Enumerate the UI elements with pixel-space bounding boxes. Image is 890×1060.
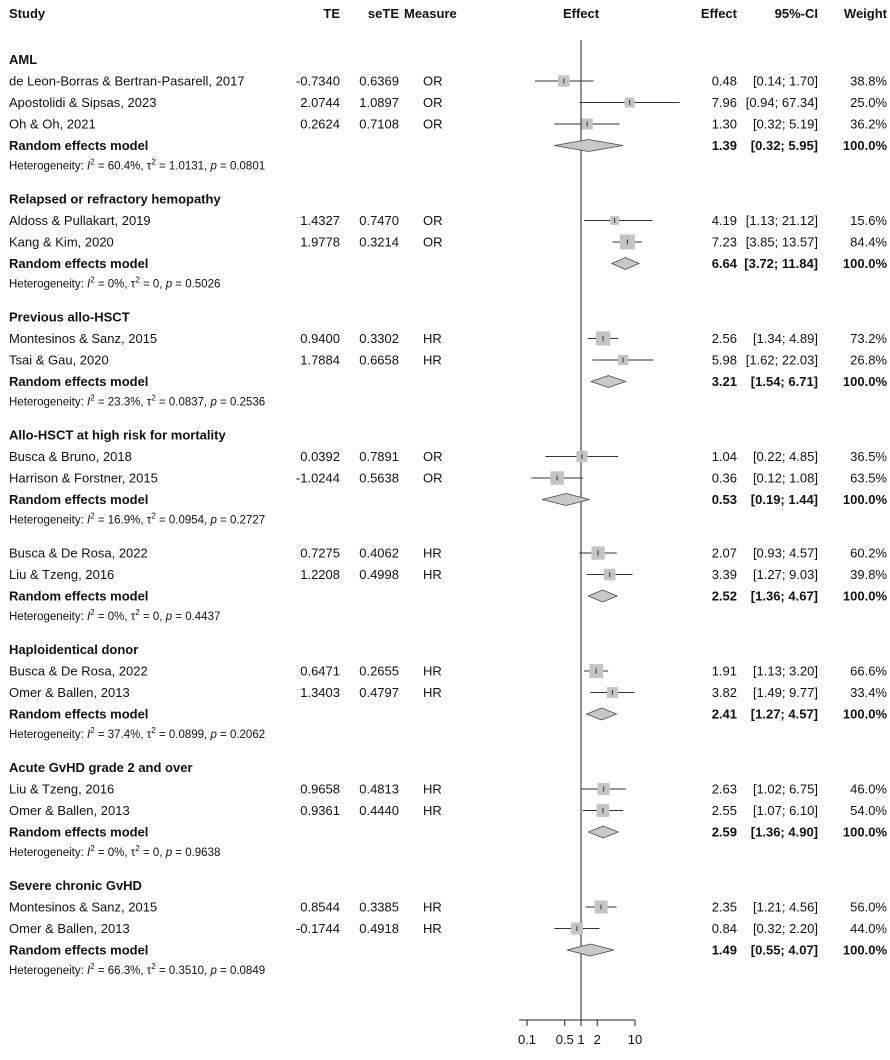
model-label: Random effects model — [9, 942, 149, 958]
model-label: Random effects model — [9, 374, 149, 389]
study-name: Omer & Ballen, 2013 — [9, 921, 130, 936]
study-te: 0.6471 — [300, 663, 340, 679]
model-ci: [0.19; 1.44] — [750, 492, 818, 507]
study-te: -0.1744 — [295, 921, 340, 936]
tau-symbol: τ — [146, 729, 152, 741]
model-ci: [1.36; 4.90] — [750, 824, 818, 840]
model-label: Random effects model — [9, 588, 149, 604]
tau-superscript: 2 — [151, 726, 156, 735]
study-ci: [1.27; 9.03] — [752, 567, 818, 582]
heterogeneity-prefix: Heterogeneity: — [9, 847, 87, 859]
summary-diamond — [587, 708, 617, 720]
model-effect: 3.21 — [711, 374, 737, 389]
subgroup-4 — [9, 546, 887, 624]
subgroup-1 — [9, 192, 887, 291]
model-effect: 1.39 — [711, 138, 737, 153]
tau-superscript: 2 — [135, 844, 140, 853]
study-sete: 0.6658 — [359, 352, 399, 368]
study-te: 0.7275 — [300, 545, 340, 561]
p-symbol: p — [210, 965, 217, 977]
study-effect: 7.96 — [711, 95, 737, 110]
p-value: = 0.4437 — [172, 611, 221, 623]
study-te: 0.2624 — [300, 116, 340, 132]
i2-symbol: I — [87, 278, 91, 291]
subgroup-7 — [9, 878, 887, 977]
i2-value: = 0%, — [94, 611, 131, 623]
study-sete: 0.6369 — [359, 73, 399, 89]
subgroup-title: AML — [9, 52, 38, 67]
p-value: = 0.0801 — [216, 160, 266, 173]
study-name: Harrison & Forstner, 2015 — [9, 470, 158, 486]
tau2-value: = 0, — [139, 847, 166, 859]
study-ci: [1.62; 22.03] — [745, 352, 818, 368]
header-measure: Measure — [404, 6, 457, 21]
study-ci: [1.21; 4.56] — [752, 899, 818, 915]
model-weight: 100.0% — [842, 138, 887, 153]
study-weight: 46.0% — [850, 781, 887, 797]
study-effect: 0.48 — [711, 73, 737, 89]
tau2-value: = 0.0899, — [155, 729, 211, 741]
subgroup-2 — [9, 310, 887, 409]
study-effect: 3.39 — [711, 567, 737, 582]
p-symbol: p — [210, 514, 217, 527]
tau-symbol: τ — [146, 514, 152, 527]
study-measure: OR — [423, 470, 443, 486]
model-weight: 100.0% — [842, 706, 887, 722]
model-ci: [1.27; 4.57] — [750, 706, 818, 722]
study-sete: 0.3385 — [359, 899, 399, 915]
study-sete: 0.4998 — [359, 567, 399, 582]
study-effect: 3.82 — [711, 685, 737, 700]
study-row — [9, 117, 887, 132]
study-ci: [1.34; 4.89] — [752, 331, 818, 346]
study-name: Busca & De Rosa, 2022 — [9, 663, 148, 679]
model-label: Random effects model — [9, 492, 149, 507]
tau2-value: = 0.0837, — [155, 396, 211, 409]
model-row — [9, 943, 887, 958]
study-effect: 0.84 — [711, 921, 737, 936]
study-weight: 36.5% — [850, 449, 887, 464]
model-effect: 1.49 — [711, 942, 737, 958]
p-symbol: p — [210, 729, 217, 741]
study-name: Montesinos & Sanz, 2015 — [9, 899, 158, 915]
subgroup-title: Acute GvHD grade 2 and over — [9, 760, 193, 775]
model-weight: 100.0% — [842, 942, 887, 958]
study-ci: [0.93; 4.57] — [752, 545, 818, 561]
i2-superscript: 2 — [90, 608, 95, 617]
study-name: Omer & Ballen, 2013 — [9, 803, 130, 818]
summary-diamond — [591, 376, 626, 388]
i2-symbol: I — [87, 611, 91, 623]
i2-superscript: 2 — [90, 844, 95, 853]
heterogeneity-line — [9, 512, 265, 527]
tau-symbol: τ — [146, 396, 152, 409]
summary-diamond — [588, 826, 618, 838]
i2-superscript: 2 — [90, 726, 95, 735]
study-effect: 2.07 — [711, 545, 737, 561]
heterogeneity-line — [9, 844, 220, 859]
summary-diamond — [542, 494, 589, 506]
study-te: 2.0744 — [300, 95, 340, 110]
axis-tick-label: 0.5 — [555, 1032, 574, 1047]
study-row — [9, 95, 887, 110]
summary-diamond — [567, 944, 614, 956]
model-effect: 6.64 — [711, 256, 737, 271]
tau-superscript: 2 — [135, 275, 140, 285]
heterogeneity-prefix: Heterogeneity: — [9, 729, 87, 741]
study-weight: 15.6% — [850, 213, 887, 228]
study-te: 1.2208 — [300, 567, 340, 582]
study-ci: [1.07; 6.10] — [752, 803, 818, 818]
study-sete: 0.4918 — [359, 921, 399, 936]
tau2-value: = 0, — [139, 278, 166, 291]
study-sete: 0.7891 — [359, 449, 399, 464]
subgroup-title: Severe chronic GvHD — [9, 878, 142, 893]
i2-superscript: 2 — [90, 275, 95, 285]
model-weight: 100.0% — [842, 824, 887, 840]
heterogeneity-prefix: Heterogeneity: — [9, 160, 87, 173]
i2-symbol: I — [87, 729, 91, 741]
study-measure: HR — [423, 899, 442, 915]
summary-diamond — [588, 590, 617, 602]
study-ci: [0.12; 1.08] — [752, 470, 818, 486]
study-name: Montesinos & Sanz, 2015 — [9, 331, 158, 346]
study-row — [9, 353, 887, 368]
study-sete: 0.5638 — [359, 470, 399, 486]
study-te: 1.3403 — [300, 685, 340, 700]
heterogeneity-line — [9, 726, 265, 741]
heterogeneity-prefix: Heterogeneity: — [9, 278, 87, 291]
subgroup-6 — [9, 760, 887, 859]
p-value: = 0.2536 — [216, 396, 266, 409]
tau-superscript: 2 — [151, 157, 156, 167]
tau2-value: = 1.0131, — [155, 160, 211, 173]
study-measure: OR — [423, 116, 443, 132]
study-name: Busca & De Rosa, 2022 — [9, 545, 148, 561]
p-symbol: p — [165, 611, 173, 623]
axis-tick-label: 2 — [593, 1032, 601, 1047]
study-te: 0.8544 — [300, 899, 340, 915]
i2-symbol: I — [87, 160, 91, 173]
study-name: Kang & Kim, 2020 — [9, 234, 114, 250]
study-sete: 0.4440 — [359, 803, 399, 818]
heterogeneity-prefix: Heterogeneity: — [9, 514, 87, 527]
header-ci: 95%-CI — [774, 6, 818, 21]
study-row — [9, 803, 887, 818]
study-name: Busca & Bruno, 2018 — [9, 449, 132, 464]
study-measure: HR — [423, 352, 442, 368]
study-ci: [0.14; 1.70] — [752, 73, 818, 89]
model-ci: [0.32; 5.95] — [750, 138, 818, 153]
heterogeneity-line — [9, 608, 220, 623]
i2-superscript: 2 — [90, 511, 95, 521]
i2-value: = 16.9%, — [94, 514, 147, 527]
study-row — [9, 331, 887, 346]
i2-value: = 66.3%, — [94, 965, 147, 977]
study-sete: 0.2655 — [359, 663, 399, 679]
study-measure: HR — [423, 803, 442, 818]
subgroup-3 — [9, 428, 887, 527]
model-weight: 100.0% — [842, 492, 887, 507]
study-name: de Leon-Borras & Bertran-Pasarell, 2017 — [9, 73, 245, 89]
header-weight: Weight — [843, 6, 887, 21]
tau-symbol: τ — [130, 611, 136, 623]
i2-symbol: I — [87, 965, 91, 977]
model-label: Random effects model — [9, 824, 149, 840]
study-sete: 0.3214 — [359, 234, 399, 250]
study-te: 1.9778 — [300, 234, 340, 250]
i2-symbol: I — [87, 847, 91, 859]
study-measure: OR — [423, 73, 443, 89]
study-row — [9, 471, 887, 486]
study-row — [9, 900, 887, 915]
study-weight: 73.2% — [850, 331, 887, 346]
study-te: -0.7340 — [295, 73, 340, 89]
summary-diamond — [554, 140, 623, 152]
p-symbol: p — [165, 847, 173, 859]
study-effect: 5.98 — [711, 352, 737, 368]
study-name: Omer & Ballen, 2013 — [9, 685, 130, 700]
study-te: 0.0392 — [300, 449, 340, 464]
model-row — [9, 256, 887, 271]
p-symbol: p — [210, 396, 217, 409]
heterogeneity-line — [9, 394, 265, 409]
study-ci: [3.85; 13.57] — [745, 234, 818, 250]
subgroup-0 — [9, 52, 887, 173]
model-row — [9, 589, 887, 604]
model-effect: 0.53 — [711, 492, 737, 507]
axis-tick-label: 10 — [627, 1032, 643, 1047]
study-row — [9, 74, 887, 89]
tau2-value: = 0, — [139, 611, 166, 623]
study-weight: 84.4% — [850, 234, 887, 250]
study-row — [9, 234, 887, 249]
study-row — [9, 782, 887, 797]
study-name: Liu & Tzeng, 2016 — [9, 567, 115, 582]
study-weight: 38.8% — [850, 73, 887, 89]
study-row — [9, 921, 887, 936]
model-weight: 100.0% — [842, 256, 887, 271]
study-name: Tsai & Gau, 2020 — [9, 352, 109, 368]
study-sete: 0.4813 — [359, 781, 399, 797]
study-weight: 66.6% — [850, 663, 887, 679]
p-symbol: p — [165, 278, 173, 291]
study-te: 0.9361 — [300, 803, 340, 818]
study-ci: [0.22; 4.85] — [752, 449, 818, 464]
i2-superscript: 2 — [90, 393, 95, 403]
study-te: 1.4327 — [300, 213, 340, 228]
model-label: Random effects model — [9, 706, 149, 722]
p-value: = 0.0849 — [216, 965, 266, 977]
study-row — [9, 685, 887, 700]
heterogeneity-prefix: Heterogeneity: — [9, 611, 87, 623]
i2-value: = 60.4%, — [94, 160, 147, 173]
study-sete: 1.0897 — [359, 95, 399, 110]
study-te: 0.9400 — [300, 331, 340, 346]
study-weight: 36.2% — [850, 116, 887, 132]
study-sete: 0.7470 — [359, 213, 399, 228]
study-effect: 2.56 — [711, 331, 737, 346]
tau2-value: = 0.0954, — [155, 514, 211, 527]
model-row — [9, 707, 887, 722]
study-weight: 26.8% — [850, 352, 887, 368]
study-effect: 1.30 — [711, 116, 737, 132]
study-sete: 0.7108 — [359, 116, 399, 132]
axis-tick-label: 0.1 — [517, 1032, 537, 1047]
model-row — [9, 374, 887, 389]
model-ci: [1.54; 6.71] — [750, 374, 818, 389]
study-measure: OR — [423, 234, 443, 250]
study-name: Oh & Oh, 2021 — [9, 116, 96, 132]
i2-superscript: 2 — [90, 157, 95, 167]
model-ci: [3.72; 11.84] — [744, 256, 818, 271]
study-effect: 7.23 — [711, 234, 737, 250]
header-study: Study — [9, 6, 46, 21]
model-effect: 2.41 — [711, 706, 737, 722]
tau-superscript: 2 — [151, 393, 156, 403]
study-measure: HR — [423, 663, 442, 679]
study-name: Apostolidi & Sipsas, 2023 — [9, 95, 157, 110]
study-effect: 2.35 — [711, 899, 737, 915]
tau-symbol: τ — [130, 278, 136, 291]
study-row — [9, 449, 887, 464]
header-sete: seTE — [367, 6, 399, 21]
study-weight: 44.0% — [850, 921, 887, 936]
study-ci: [0.94; 67.34] — [745, 95, 818, 110]
study-ci: [1.49; 9.77] — [752, 685, 818, 700]
p-value: = 0.9638 — [172, 847, 221, 859]
study-measure: HR — [423, 567, 442, 582]
header-effect-plot: Effect — [562, 6, 600, 21]
study-weight: 39.8% — [850, 567, 887, 582]
tau-symbol: τ — [146, 965, 152, 977]
study-name: Liu & Tzeng, 2016 — [9, 781, 115, 797]
header-te: TE — [323, 6, 340, 21]
i2-value: = 23.3%, — [94, 396, 147, 409]
model-ci: [1.36; 4.67] — [750, 588, 818, 604]
study-ci: [1.13; 21.12] — [745, 213, 818, 228]
study-measure: OR — [423, 95, 443, 110]
subgroup-title: Allo-HSCT at high risk for mortality — [9, 427, 226, 443]
study-effect: 0.36 — [711, 470, 737, 486]
i2-value: = 37.4%, — [94, 729, 147, 741]
summary-diamond — [612, 258, 639, 270]
study-sete: 0.3302 — [359, 331, 399, 346]
study-measure: HR — [423, 331, 442, 346]
study-measure: OR — [423, 213, 443, 228]
model-ci: [0.55; 4.07] — [750, 942, 818, 958]
study-row — [9, 213, 887, 228]
subgroup-title: Relapsed or refractory hemopathy — [9, 191, 221, 207]
model-label: Random effects model — [9, 138, 149, 153]
study-te: -1.0244 — [295, 470, 340, 486]
model-weight: 100.0% — [842, 588, 887, 604]
study-row — [9, 567, 887, 582]
study-ci: [1.13; 3.20] — [752, 663, 818, 679]
study-weight: 56.0% — [850, 899, 887, 915]
study-weight: 63.5% — [850, 470, 887, 486]
study-sete: 0.4062 — [359, 545, 399, 561]
i2-symbol: I — [87, 514, 91, 527]
model-effect: 2.59 — [711, 824, 737, 840]
study-measure: HR — [423, 685, 442, 700]
study-row — [9, 664, 887, 679]
i2-value: = 0%, — [94, 847, 131, 859]
tau-superscript: 2 — [151, 962, 156, 971]
heterogeneity-line — [9, 276, 220, 291]
model-row — [9, 138, 887, 153]
study-ci: [1.02; 6.75] — [752, 781, 818, 797]
heterogeneity-prefix: Heterogeneity: — [9, 396, 87, 409]
heterogeneity-prefix: Heterogeneity: — [9, 965, 87, 977]
study-effect: 2.55 — [711, 803, 737, 818]
study-weight: 25.0% — [850, 95, 887, 110]
tau-superscript: 2 — [135, 608, 140, 617]
tau-superscript: 2 — [151, 511, 156, 521]
tau-symbol: τ — [146, 160, 152, 173]
i2-symbol: I — [87, 396, 91, 409]
subgroup-5 — [9, 642, 887, 741]
p-symbol: p — [210, 160, 217, 173]
axis-tick-label: 1 — [577, 1032, 585, 1047]
i2-value: = 0%, — [94, 278, 131, 291]
tau2-value: = 0.3510, — [155, 965, 211, 977]
p-value: = 0.5026 — [172, 278, 221, 291]
study-weight: 60.2% — [850, 545, 887, 561]
study-effect: 2.63 — [711, 781, 737, 797]
study-row — [9, 546, 887, 561]
model-row — [9, 492, 887, 507]
study-effect: 1.04 — [711, 449, 737, 464]
study-weight: 54.0% — [850, 803, 887, 818]
study-weight: 33.4% — [850, 685, 887, 700]
study-effect: 4.19 — [711, 213, 737, 228]
subgroup-title: Previous allo-HSCT — [9, 309, 130, 325]
heterogeneity-line — [9, 962, 265, 977]
study-ci: [0.32; 2.20] — [752, 921, 818, 936]
tau-symbol: τ — [130, 847, 136, 859]
study-name: Aldoss & Pullakart, 2019 — [9, 213, 151, 228]
study-measure: OR — [423, 449, 443, 464]
subgroup-title: Haploidentical donor — [9, 642, 139, 657]
model-label: Random effects model — [9, 256, 149, 271]
model-row — [9, 825, 887, 840]
study-te: 1.7884 — [300, 352, 340, 368]
study-measure: HR — [423, 921, 442, 936]
study-measure: HR — [423, 781, 442, 797]
p-value: = 0.2727 — [216, 514, 266, 527]
model-weight: 100.0% — [842, 374, 887, 389]
study-effect: 1.91 — [711, 663, 737, 679]
model-effect: 2.52 — [711, 588, 737, 604]
header-effect: Effect — [700, 6, 737, 21]
i2-superscript: 2 — [90, 962, 95, 971]
p-value: = 0.2062 — [216, 729, 266, 741]
study-te: 0.9658 — [300, 781, 340, 797]
study-measure: HR — [423, 545, 442, 561]
study-ci: [0.32; 5.19] — [752, 116, 818, 132]
study-sete: 0.4797 — [359, 685, 399, 700]
heterogeneity-line — [9, 158, 265, 173]
